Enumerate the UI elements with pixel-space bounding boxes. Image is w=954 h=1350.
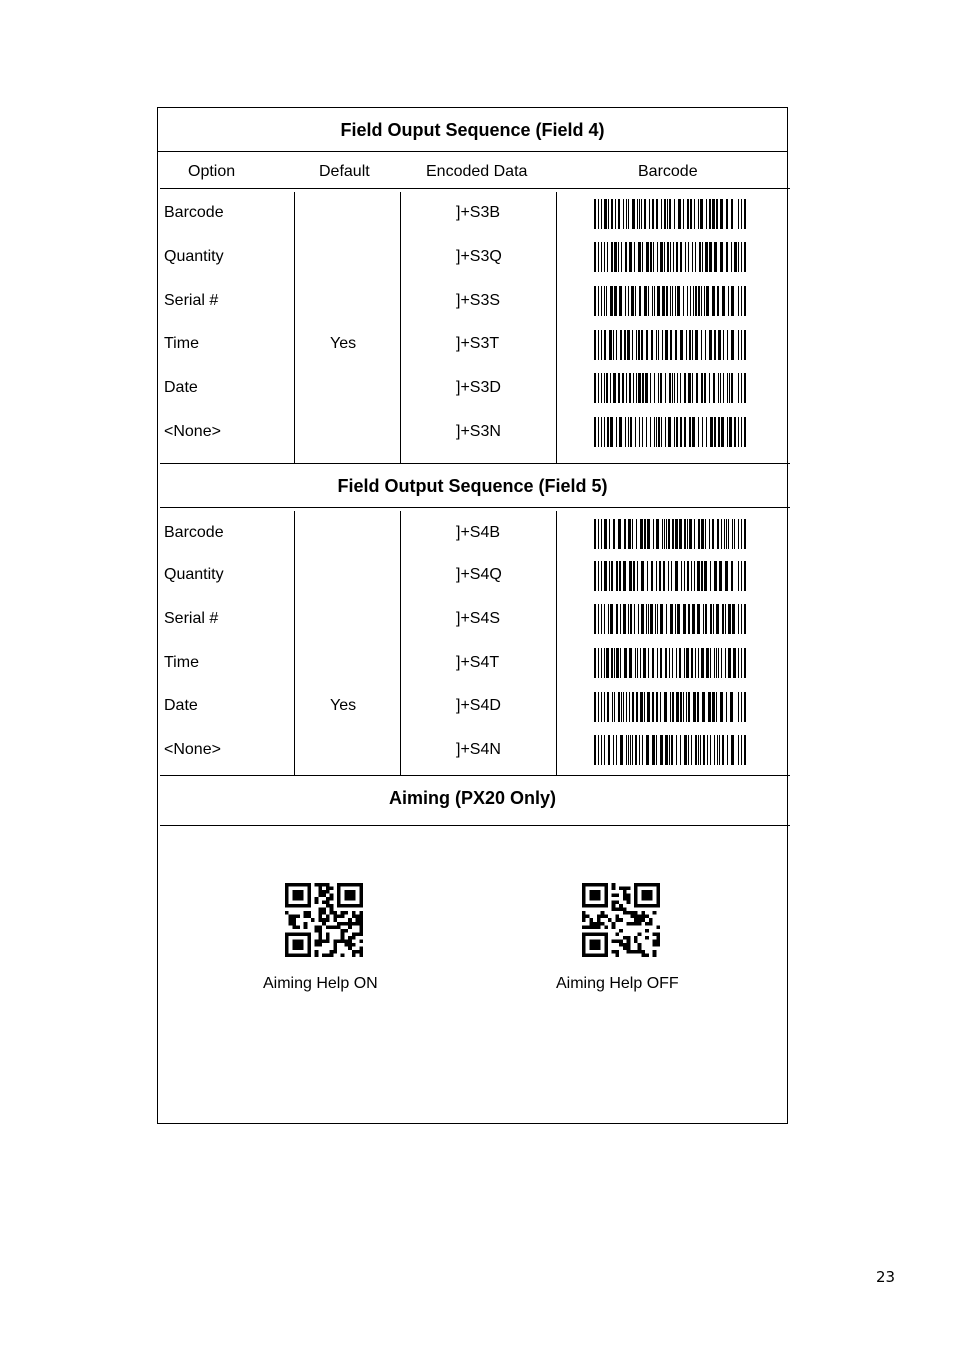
table-row-encoded-data: ]+S4N bbox=[456, 741, 501, 758]
aiming-help-off-label: Aiming Help OFF bbox=[556, 975, 679, 992]
table-row-option: <None> bbox=[164, 423, 221, 440]
barcode-image[interactable] bbox=[594, 286, 746, 316]
table-row-option: Barcode bbox=[164, 204, 224, 221]
default-value: Yes bbox=[330, 697, 357, 714]
table-row-encoded-data: ]+S4S bbox=[456, 610, 501, 627]
table-row-encoded-data: ]+S4D bbox=[456, 697, 501, 714]
column-divider bbox=[294, 511, 295, 776]
section-title-field-5: Field Output Sequence (Field 5) bbox=[337, 476, 608, 496]
table-row-encoded-data: ]+S3S bbox=[456, 292, 501, 309]
section-title-field-4: Field Ouput Sequence (Field 4) bbox=[340, 120, 605, 140]
column-divider bbox=[294, 192, 295, 463]
column-divider bbox=[400, 511, 401, 776]
qr-code-aiming-on[interactable] bbox=[285, 883, 363, 957]
table-row-encoded-data: ]+S3B bbox=[456, 204, 501, 221]
column-header-encoded-data: Encoded Data bbox=[426, 163, 528, 180]
table-row-encoded-data: ]+S3D bbox=[456, 379, 501, 396]
table-row-option: Quantity bbox=[164, 566, 224, 583]
table-row-encoded-data: ]+S4B bbox=[456, 524, 501, 541]
table-row-option: Date bbox=[164, 379, 198, 396]
table-row-option: Serial # bbox=[164, 610, 219, 627]
table-row-option: Time bbox=[164, 654, 199, 671]
table-row-option: Quantity bbox=[164, 248, 224, 265]
column-header-default: Default bbox=[319, 163, 370, 180]
divider bbox=[160, 825, 790, 826]
table-row-option: <None> bbox=[164, 741, 221, 758]
barcode-image[interactable] bbox=[594, 519, 746, 549]
barcode-image[interactable] bbox=[594, 561, 746, 591]
barcode-image[interactable] bbox=[594, 199, 746, 229]
divider bbox=[160, 775, 790, 776]
barcode-image[interactable] bbox=[594, 373, 746, 403]
barcode-image[interactable] bbox=[594, 417, 746, 447]
table-row-encoded-data: ]+S3T bbox=[456, 335, 500, 352]
divider bbox=[160, 188, 790, 189]
column-header-barcode: Barcode bbox=[638, 163, 698, 180]
table-row-encoded-data: ]+S3Q bbox=[456, 248, 502, 265]
barcode-image[interactable] bbox=[594, 692, 746, 722]
divider bbox=[160, 507, 790, 508]
table-row-encoded-data: ]+S4Q bbox=[456, 566, 502, 583]
barcode-image[interactable] bbox=[594, 242, 746, 272]
column-divider bbox=[556, 511, 557, 776]
table-row-option: Date bbox=[164, 697, 198, 714]
table-row-encoded-data: ]+S4T bbox=[456, 654, 500, 671]
table-row-option: Serial # bbox=[164, 292, 219, 309]
barcode-image[interactable] bbox=[594, 648, 746, 678]
barcode-image[interactable] bbox=[594, 735, 746, 765]
qr-code-aiming-off[interactable] bbox=[582, 883, 660, 957]
divider bbox=[157, 151, 788, 152]
table-row-encoded-data: ]+S3N bbox=[456, 423, 501, 440]
barcode-image[interactable] bbox=[594, 604, 746, 634]
default-value: Yes bbox=[330, 335, 357, 352]
table-row-option: Barcode bbox=[164, 524, 224, 541]
divider bbox=[160, 463, 790, 464]
table-row-option: Time bbox=[164, 335, 199, 352]
page-number: 23 bbox=[876, 1268, 896, 1286]
column-divider bbox=[400, 192, 401, 463]
barcode-image[interactable] bbox=[594, 330, 746, 360]
column-header-option: Option bbox=[188, 163, 236, 180]
section-title-aiming: Aiming (PX20 Only) bbox=[388, 788, 557, 808]
aiming-help-on-label: Aiming Help ON bbox=[263, 975, 378, 992]
column-divider bbox=[556, 192, 557, 463]
